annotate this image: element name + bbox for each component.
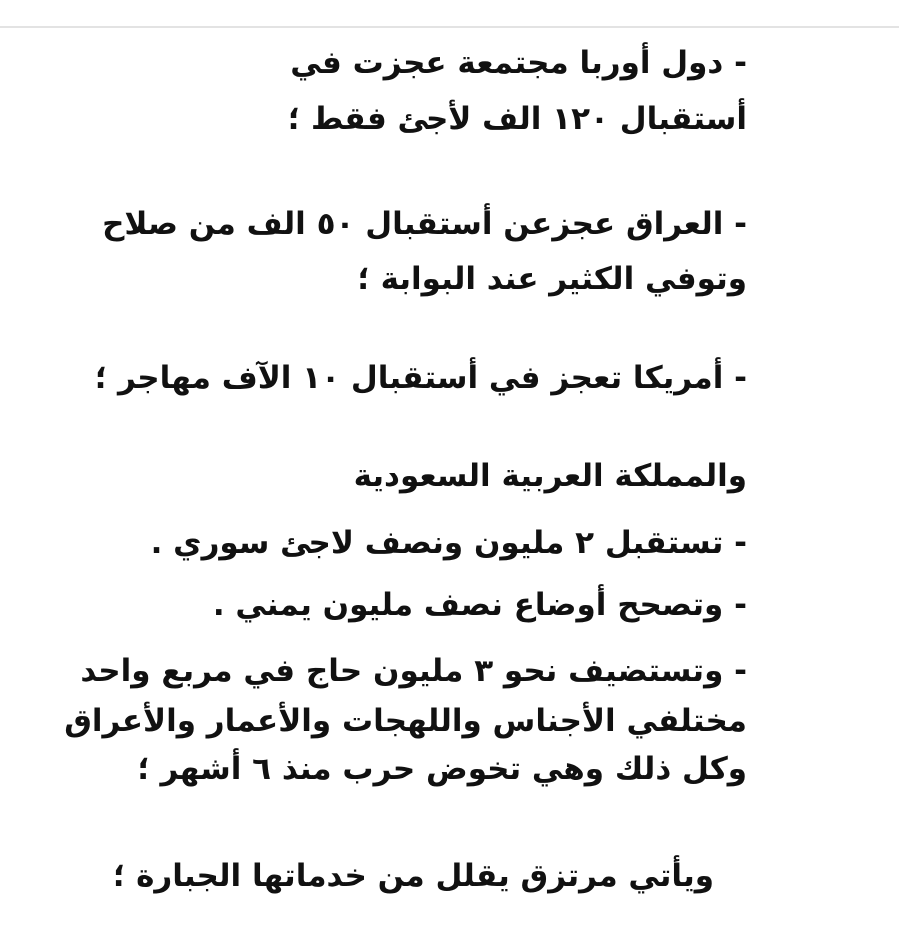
text-line: - تستقبل ٢ مليون ونصف لاجئ سوري .: [150, 525, 747, 561]
text-line: - دول أوربا مجتمعة عجزت في: [290, 45, 747, 81]
text-line: - وتصحح أوضاع نصف مليون يمني .: [212, 587, 747, 623]
text-line: - أمريكا تعجز في أستقبال ١٠ الآف مهاجر ؛: [94, 360, 747, 396]
text-line: ويأتي مرتزق يقلل من خدماتها الجبارة ؛: [112, 858, 714, 894]
text-line: أستقبال ١٢٠ الف لأجئ فقط ؛: [287, 101, 747, 137]
text-line: - وتستضيف نحو ٣ مليون حاج في مربع واحد: [80, 653, 747, 689]
text-line: مختلفي الأجناس واللهجات والأعمار والأعراق: [64, 703, 747, 739]
text-line: وتوفي الكثير عند البوابة ؛: [357, 261, 747, 297]
text-line: وكل ذلك وهي تخوض حرب منذ ٦ أشهر ؛: [137, 751, 747, 787]
text-line: - العراق عجزعن أستقبال ٥٠ الف من صلاح: [102, 206, 747, 242]
text-line: والمملكة العربية السعودية: [353, 458, 747, 494]
